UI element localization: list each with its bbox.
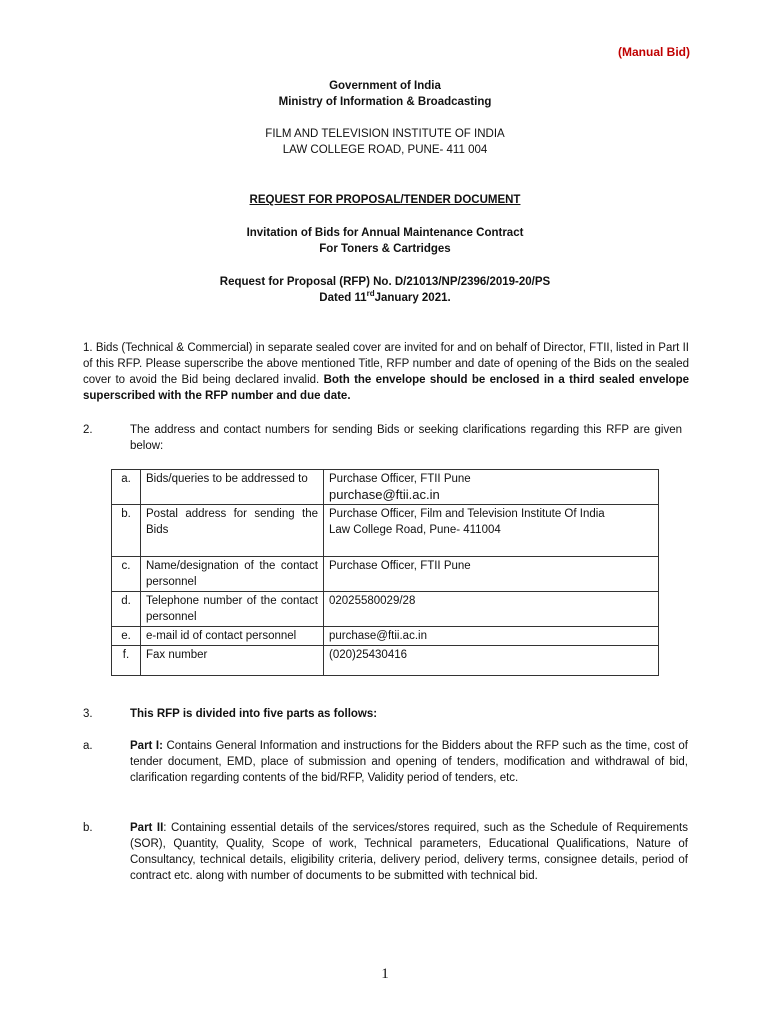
government-heading: Government of India (329, 80, 441, 92)
table-row (112, 557, 659, 592)
section-1-bold-text: Both the envelope should be enclosed in a third sealed envelope superscribed with the RFP number and due date. (83, 374, 689, 402)
rfp-date (0, 290, 770, 306)
section-3-heading: This RFP is divided into five parts as follows: (130, 708, 378, 720)
institute-address: LAW COLLEGE ROAD, PUNE- 411 004 (282, 144, 488, 156)
section-2-text: The address and contact numbers for sending Bids or seeking clarifications regarding this RFP are given below: (130, 424, 682, 452)
row-value-line-2: Law College Road, Pune- 411004 (329, 524, 501, 536)
row-value: Purchase Officer, FTII Pune (324, 557, 659, 592)
row-label: Fax number (141, 646, 324, 676)
row-label: Postal address for sending the Bids (141, 505, 324, 557)
invitation-line-1: Invitation of Bids for Annual Maintenance Contract (246, 227, 524, 239)
section-1-paragraph (83, 340, 689, 404)
rfp-date-suffix: January 2021. (374, 292, 451, 304)
row-value: purchase@ftii.ac.in (324, 627, 659, 646)
ministry-heading: Ministry of Information & Broadcasting (278, 96, 492, 108)
table-row (112, 627, 659, 646)
rfp-number: Request for Proposal (RFP) No. D/21013/NP/2396/2019-20/PS (219, 276, 551, 288)
table-row (112, 470, 659, 505)
section-3b-letter: b. (83, 822, 93, 834)
row-value-email: purchase@ftii.ac.in (329, 487, 440, 502)
row-value (324, 470, 659, 505)
row-letter: a. (112, 470, 141, 505)
row-label: Telephone number of the contact personnel (141, 592, 324, 627)
row-value: 02025580029/28 (324, 592, 659, 627)
invitation-line-2: For Toners & Cartridges (319, 243, 451, 255)
row-value-line: Purchase Officer, FTII Pune (329, 473, 471, 485)
table-row (112, 505, 659, 557)
table-row (112, 646, 659, 676)
row-letter: d. (112, 592, 141, 627)
part-2-label: Part II (130, 822, 164, 834)
row-letter: c. (112, 557, 141, 592)
part-1-description: Contains General Information and instructions for the Bidders about the RFP such as the time, cost of tender document, EMD, place of submission and opening of tenders, modification and withdrawal of bid, clarification regarding contents of the bid/RFP, Validity period of tenders, etc. (130, 740, 688, 784)
row-label: Name/designation of the contact personnel (141, 557, 324, 592)
rfp-date-prefix: Dated 11 (319, 292, 367, 304)
part-2-description: : Containing essential details of the services/stores required, such as the Schedule of Requirements (SOR), Quantity, Quality, Scope of work, Technical parameters, Educational Qualifications, Nature of Consultancy, technical details, eligibility criteria, delivery period, delivery terms, consignee details, period of contract etc. along with number of documents to be submitted with technical bid. (130, 822, 688, 882)
section-3a-letter: a. (83, 740, 93, 752)
rfp-date-sup: rd (366, 289, 375, 299)
table-row (112, 592, 659, 627)
row-letter: b. (112, 505, 141, 557)
row-letter: f. (112, 646, 141, 676)
row-value: (020)25430416 (324, 646, 659, 676)
page-number: 1 (381, 966, 389, 982)
manual-bid-label: (Manual Bid) (618, 45, 690, 59)
row-label: Bids/queries to be addressed to (141, 470, 324, 505)
section-2-number: 2. (83, 424, 93, 436)
row-label: e-mail id of contact personnel (141, 627, 324, 646)
row-letter: e. (112, 627, 141, 646)
section-3-number: 3. (83, 708, 93, 720)
section-3b-text (130, 820, 688, 884)
document-title: REQUEST FOR PROPOSAL/TENDER DOCUMENT (249, 194, 521, 206)
section-1-text: 1. Bids (Technical & Commercial) in separate sealed cover are invited for and on behalf of Director, FTII, listed in Part II of this RFP. Please superscribe the above mentioned Title, RFP number and date of opening of the Bids on the sealed cover to avoid the Bid being declared invalid. (83, 342, 689, 386)
institute-name: FILM AND TELEVISION INSTITUTE OF INDIA (265, 128, 505, 140)
section-3a-text (130, 738, 688, 786)
row-value (324, 505, 659, 557)
row-value-line: Purchase Officer, Film and Television Institute Of India (329, 508, 605, 520)
part-1-label: Part I: (130, 740, 163, 752)
contact-table (111, 469, 659, 676)
